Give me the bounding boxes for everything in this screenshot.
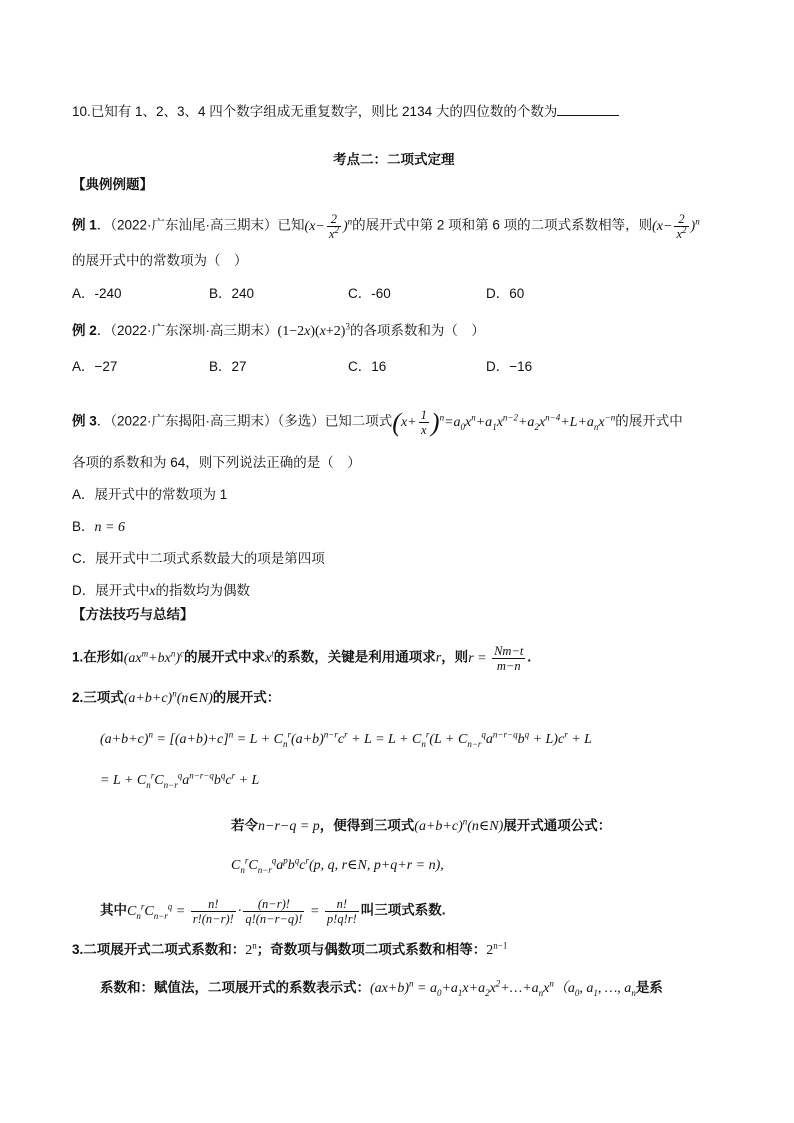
method-1-tail: ，则 bbox=[441, 649, 469, 665]
method-3-line-1-pre: 3.二项展开式二项式系数和： bbox=[72, 942, 246, 957]
example-3-label: 例 3 bbox=[72, 413, 97, 429]
example-1-option-b[interactable]: B．240 bbox=[209, 286, 255, 301]
example-1-option-c[interactable]: C．-60 bbox=[348, 286, 391, 301]
example-1-line-1 bbox=[72, 212, 700, 241]
expr-r: r bbox=[435, 650, 442, 666]
expr-trinomial-expansion-2: = $L + C_n^rC_{n-r}^qa^{n-r-q}b^qc^r + L$ bbox=[100, 770, 260, 790]
expr-x-t: $x^t$ bbox=[265, 648, 274, 666]
example-3-option-c[interactable]: C．展开式中二项式系数最大的项是第四项 bbox=[72, 551, 325, 566]
option-d-pre: D．展开式中 bbox=[72, 583, 150, 598]
expr-2n: 2$^n$ bbox=[245, 940, 257, 958]
expr-product: $(1-2x)(x+2)^3$ bbox=[277, 321, 350, 339]
example-3-option-d[interactable] bbox=[72, 582, 250, 601]
method-1-pre: 1.在形如 bbox=[72, 649, 124, 665]
example-1-option-a[interactable]: A．-240 bbox=[72, 286, 122, 301]
example-2-tail: 的各项系数和为（ ） bbox=[349, 323, 485, 338]
expr-form: $(ax^m+bx^n)^c$ bbox=[123, 648, 184, 666]
expr-r-formula: r = $\frac{Nm-t}{m-n}$ bbox=[468, 644, 524, 673]
example-1-line-2: 的展开式中的常数项为（ ） bbox=[72, 253, 248, 268]
method-2-where-tail: 叫三项式系数. bbox=[360, 902, 446, 918]
example-2-option-d[interactable]: D．−16 bbox=[486, 359, 533, 374]
example-1-option-d[interactable]: D．60 bbox=[486, 286, 525, 301]
expr-let: n−r−q = p bbox=[258, 819, 320, 834]
method-1-mid: 的展开式中求 bbox=[184, 649, 265, 665]
method-3-line-2-pre: 系数和：赋值法，二项展开式的系数表示式： bbox=[100, 980, 370, 995]
method-1: 1.在形如$(ax^m+bx^n)^c$的展开式中求$x^t$的系数，关键是利用通项求r，则r = $\frac{Nm-t}{m-n}$ . bbox=[72, 644, 532, 673]
expr-binomial-3: (x+ $\frac{1}{x}$ )$^n=a_0x^n+a_1x^{n-2}+a_2x^{n-4}+L+a_nx^{-n}$ bbox=[392, 407, 616, 437]
expr-2n-minus-1: $2^{n-1}$ bbox=[486, 940, 508, 958]
example-2-line-1 bbox=[72, 322, 485, 341]
example-3-source: ．（2022·广东揭阳·高三期末）（多选）已知二项式 bbox=[96, 413, 393, 429]
heading-examples: 【典例例题】 bbox=[72, 177, 153, 192]
expr-binomial-1: (x− $\frac{2}{x^2}$ )$^n$ bbox=[304, 212, 353, 241]
expr-x: x bbox=[149, 584, 156, 599]
method-2-let-mid: ，便得到三项式 bbox=[319, 818, 415, 833]
method-2-where bbox=[100, 897, 446, 926]
heading-method: 【方法技巧与总结】 bbox=[72, 607, 194, 622]
option-d-post: 的指数均为偶数 bbox=[155, 583, 250, 598]
example-2-option-a[interactable]: A．−27 bbox=[72, 359, 118, 374]
expr-coefficient: $C_n^rC_{n-r}^q$ = $\frac{n!}{r!(n-r)!}$ · $\frac{(n-r)!}{q!(n-r-q)!}$ = $\frac{n!}{p!q!r!}$ bbox=[127, 897, 357, 926]
method-2-title-pre: 2.三项式 bbox=[72, 690, 124, 705]
expr-coefficient-form: $(ax+b)^n$ = $a_0+a_1x+a_2x^2+\dots+a_nx^n(a_0$, $a_1$, …, $a_n$ bbox=[370, 978, 636, 998]
method-2-let-pre: 若令 bbox=[231, 818, 258, 833]
method-2-let-post: 展开式通项公式： bbox=[503, 818, 612, 833]
question-10-text: 10.已知有 1、2、3、4 四个数字组成无重复数字，则比 2134 大的四位数的个数为 bbox=[72, 104, 558, 119]
example-3-option-a[interactable]: A．展开式中的常数项为 1 bbox=[72, 487, 228, 502]
method-3-line-1-mid: ；奇数项与偶数项二项式系数和相等： bbox=[256, 942, 487, 957]
option-b-label: B． bbox=[72, 519, 95, 534]
example-3-option-b[interactable] bbox=[72, 518, 125, 537]
example-3-line-2: 各项的系数和为 64，则下列说法正确的是（ ） bbox=[72, 455, 361, 470]
expr-trinomial-expansion-1: $(a+b+c)^n = [(a+b)+c]^n = L + C_n^r(a+b)^{n-r}c^r + L = L + C_n^r(L + C_{n-r}^qa^{n-r-q}b^q + L)c^r + L$ bbox=[100, 729, 592, 749]
example-3-line-1 bbox=[72, 408, 683, 437]
example-2-source: ．（2022·广东深圳·高三期末） bbox=[96, 323, 278, 338]
answer-blank[interactable] bbox=[557, 103, 619, 116]
method-2-title-post: 的展开式： bbox=[212, 690, 281, 705]
expr-general-term: $C_n^rC_{n-r}^qa^pb^qc^r(p$, q, r∈N, p+q+r = n), bbox=[231, 855, 444, 875]
method-2-title bbox=[72, 689, 280, 708]
example-3-tail: 的展开式中 bbox=[615, 413, 683, 429]
method-3-line-2-tail: 是系 bbox=[635, 980, 663, 995]
method-3-line-2 bbox=[100, 979, 663, 998]
expr-trinomial-2: $(a+b+c)^n(n\in N)$ bbox=[414, 816, 504, 834]
example-1-mid: 的展开式中第 2 项和第 6 项的二项式系数相等，则 bbox=[352, 217, 653, 233]
expr-trinomial: $(a+b+c)^n(n\in N)$ bbox=[123, 688, 213, 706]
example-2-option-c[interactable]: C．16 bbox=[348, 359, 387, 374]
example-1-label: 例 1 bbox=[72, 217, 97, 233]
method-3-line-1 bbox=[72, 941, 507, 960]
expr-n-equals-6: n = 6 bbox=[94, 520, 125, 535]
example-2-option-b[interactable]: B．27 bbox=[209, 359, 247, 374]
example-1-source: ．（2022·广东汕尾·高三期末）已知 bbox=[96, 217, 305, 233]
section-title: 考点二：二项式定理 bbox=[333, 152, 455, 167]
example-2-label: 例 2 bbox=[72, 323, 97, 338]
method-2-let bbox=[231, 817, 611, 836]
method-1-mid2: 的系数，关键是利用通项求 bbox=[273, 649, 436, 665]
question-10 bbox=[72, 103, 619, 121]
method-2-where-pre: 其中 bbox=[100, 902, 127, 918]
expr-binomial-2: (x− $\frac{2}{x^2}$ )$^n$ bbox=[652, 212, 700, 241]
